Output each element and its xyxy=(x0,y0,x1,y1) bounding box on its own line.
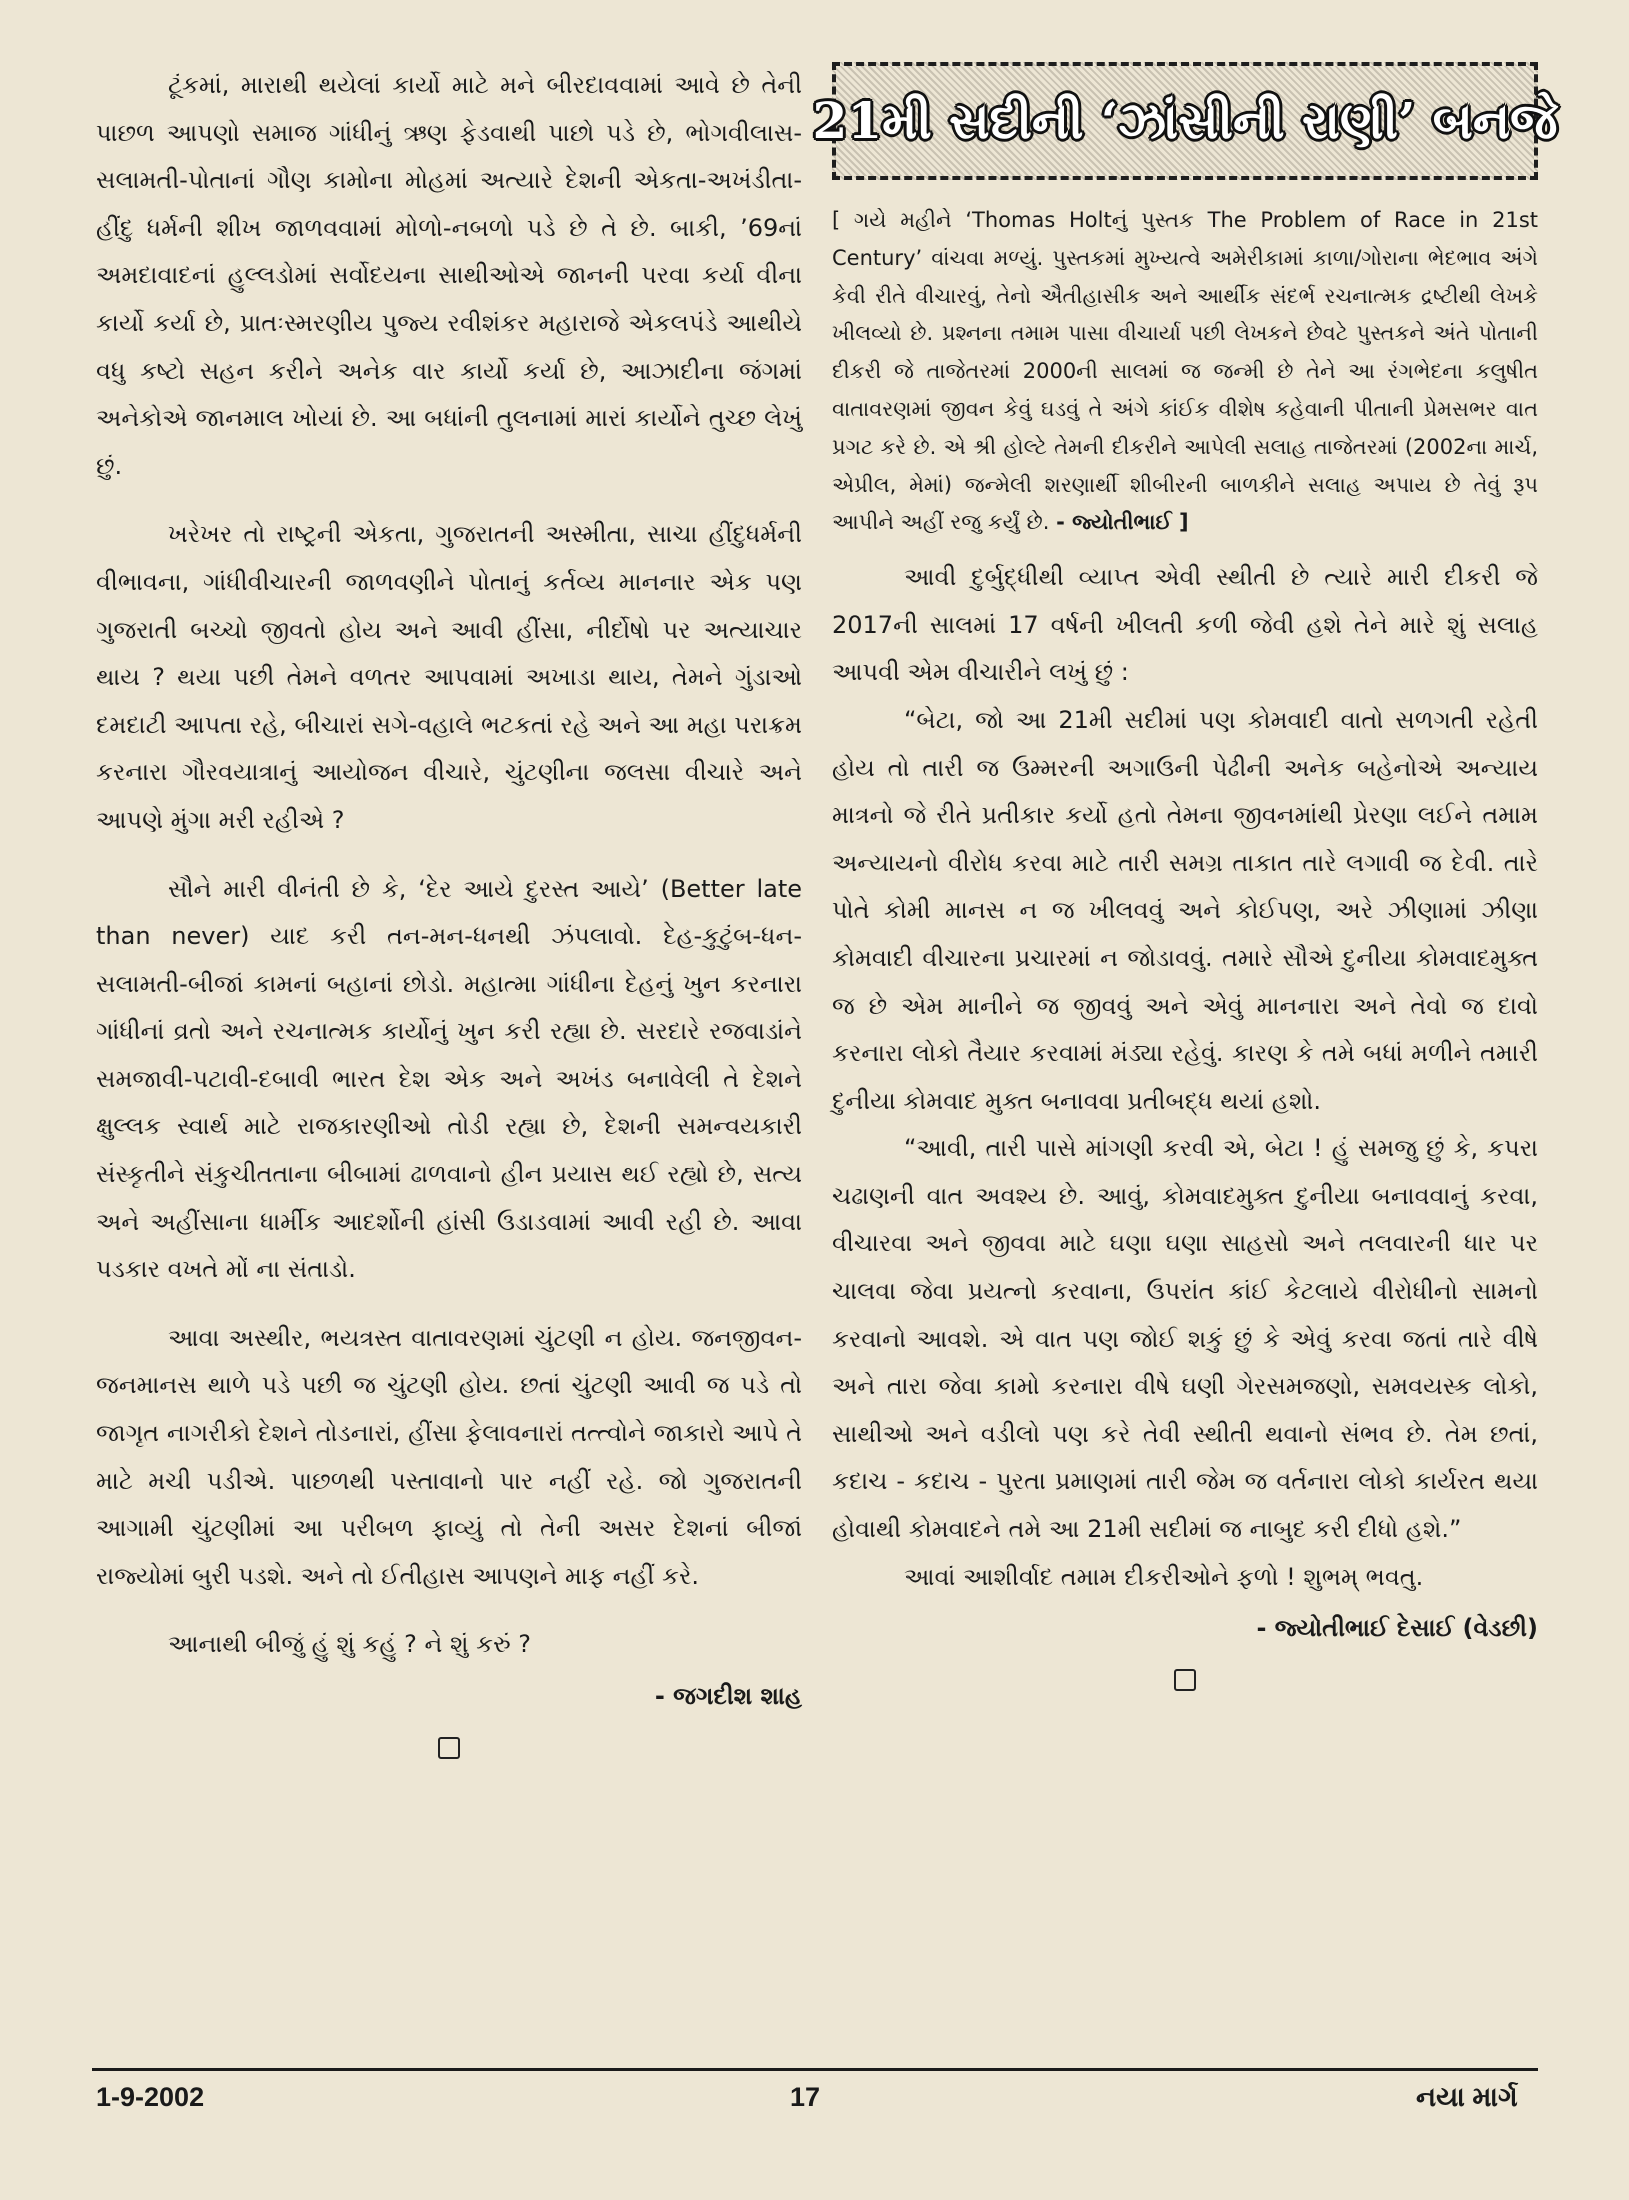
left-paragraph-4: આવા અસ્થીર, ભયત્રસ્ત વાતાવરણમાં ચુંટણી ન હોય. જનજીવન-જનમાનસ થાળે પડે પછી જ ચુંટણી હોય. છતાં ચુંટણી આવી જ પડે તો જાગૃત નાગરીકો દેશને તોડનારાં, હીંસા ફેલાવનારાં તત્ત્વોને જાકારો આપે તે માટે મચી પડીએ. પાછળથી પસ્તાવાનો પાર નહીં રહે. જો ગુજરાતની આગામી ચુંટણીમાં આ પરીબળ ફાવ્યું તો તેની અસર દેશનાં બીજાં રાજ્યોમાં બુરી પડશે. અને તો ઈતીહાસ આપણને માફ નહીં કરે. xyxy=(96,1323,802,1590)
article-title-box xyxy=(812,62,1558,180)
footer-date: 1-9-2002 xyxy=(96,2082,205,2112)
editor-intro-text: [ ગયે મહીને ‘Thomas Holtનું પુસ્તક The Problem of Race in 21st Century’ વાંચવા મળ્યું. પુસ્તકમાં મુખ્યત્વે અમેરીકામાં કાળા/ગોરાના ભેદભાવ અંગે કેવી રીતે વીચારવું, તેનો ઐતીહાસીક અને આર્થીક સંદર્ભ રચનાત્મક દ્રષ્ટીથી લેખકે ખીલવ્યો છે. પ્રશ્નના તમામ પાસા વીચાર્યા પછી લેખકને છેવટે પુસ્તકને અંતે પોતાની દીકરી જે તાજેતરમાં 2000ની સાલમાં જ જન્મી છે તેને આ રંગભેદના કલુષીત વાતાવરણમાં જીવન કેવું ઘડવું તે અંગે કાંઈક વીશેષ કહેવાની પીતાની પ્રેમસભર વાત પ્રગટ કરે છે. એ શ્રી હોલ્ટે તેમની દીકરીને આપેલી સલાહ તાજેતરમાં (2002ના માર્ચ, એપ્રીલ, મેમાં) જન્મેલી શરણાર્થી શીબીરની બાળકીને સલાહ અપાય છે તેવું રૂપ આપીને અહીં રજુ કર્યું છે. xyxy=(832,208,1538,535)
right-author: - જ્યોતીભાઈ દેસાઈ (વેડછી) xyxy=(1256,1614,1538,1643)
left-paragraph-3: સૌને મારી વીનંતી છે કે, ‘દેર આયે દુરસ્ત આયે’ (Better late than never) યાદ કરી તન-મન-ધનથી ઝંપલાવો. દેહ-કુટુંબ-ધન-સલામતી-બીજાં કામનાં બહાનાં છોડો. મહાત્મા ગાંધીના દેહનું ખુન કરનારા ગાંધીનાં વ્રતો અને રચનાત્મક કાર્યોનું ખુન કરી રહ્યા છે. સરદારે રજવાડાંને સમજાવી-પટાવી-દબાવી ભારત દેશ એક અને અખંડ બનાવેલી તે દેશને ક્ષુલ્લક સ્વાર્થ માટે રાજકારણીઓ તોડી રહ્યા છે, દેશની સમન્વયકારી સંસ્કૃતીને સંકુચીતતાના બીબામાં ઢાળવાનો હીન પ્રયાસ થઈ રહ્યો છે, સત્ય અને અહીંસાના ધાર્મીક આદર્શોની હાંસી ઉડાડવામાં આવી રહી છે. આવા પડકાર વખતે મોં ના સંતાડો. xyxy=(96,874,802,1284)
right-column xyxy=(812,62,1558,1691)
right-paragraph-3: “આવી, તારી પાસે માંગણી કરવી એ, બેટા ! હું સમજુ છું કે, કપરા ચઢાણની વાત અવશ્ય છે. આવું, કોમવાદમુક્ત દુનીયા બનાવવાનું કરવા, વીચારવા અને જીવવા માટે ઘણા ઘણા સાહસો અને તલવારની ધાર પર ચાલવા જેવા પ્રયત્નો કરવાના, ઉપરાંત કાંઈ કેટલાયે વીરોધીનો સામનો કરવાનો આવશે. એ વાત પણ જોઈ શકું છું કે એવું કરવા જતાં તારે વીષે અને તારા જેવા કામો કરનારા વીષે ઘણી ગેરસમજણો, સમવયસ્ક લોકો, સાથીઓ અને વડીલો પણ કરે તેવી સ્થીતી થવાનો સંભવ છે. તેમ છતાં, કદાચ - કદાચ - પુરતા પ્રમાણમાં તારી જેમ જ વર્તનારા લોકો કાર્યરત થયા હોવાથી કોમવાદને તમે આ 21મી સદીમાં જ નાબુદ કરી દીધો હશે.” xyxy=(832,1134,1538,1544)
editor-intro-author: - જ્યોતીભાઈ ] xyxy=(1056,510,1189,535)
end-mark-icon xyxy=(1174,1669,1196,1691)
article-title: 21મી સદીની ‘ઝાંસીની રાણી’ બનજે xyxy=(812,91,1558,150)
page-number: 17 xyxy=(790,2082,821,2112)
left-paragraph-1: ટૂંકમાં, મારાથી થયેલાં કાર્યો માટે મને બીરદાવવામાં આવે છે તેની પાછળ આપણો સમાજ ગાંધીનું ઋણ ફેડવાથી પાછો પડે છે, ભોગવીલાસ-સલામતી-પોતાનાં ગૌણ કામોના મોહમાં અત્યારે દેશની એકતા-અખંડીતા-હીંદુ ધર્મની શીખ જાળવવામાં મોળો-નબળો પડે છે તે છે. બાકી, ’69નાં અમદાવાદનાં હુલ્લડોમાં સર્વોદયના સાથીઓએ જાનની પરવા કર્યા વીના કાર્યો કર્યા છે, પ્રાતઃસ્મરણીય પુજ્ય રવીશંકર મહારાજે એકલપંડે આથીયે વધુ કષ્ટો સહન કરીને અનેક વાર કાર્યો કર્યા છે, આઝાદીના જંગમાં અનેકોએ જાનમાલ ખોયાં છે. આ બધાંની તુલનામાં મારાં કાર્યોને તુચ્છ લેખું છું. xyxy=(96,71,802,480)
left-column xyxy=(96,62,802,1759)
right-paragraph-4: આવાં આશીર્વાદ તમામ દીકરીઓને ફળો ! શુભમ્ ભવતુ. xyxy=(904,1562,1424,1591)
left-author: - જગદીશ શાહ xyxy=(654,1682,802,1710)
editor-intro xyxy=(832,202,1538,542)
left-closing-line: આનાથી બીજું હું શું કહું ? ને શું કરું ? xyxy=(168,1630,532,1659)
left-paragraph-2: ખરેખર તો રાષ્ટ્રની એકતા, ગુજરાતની અસ્મીતા, સાચા હીંદુધર્મની વીભાવના, ગાંધીવીચારની જાળવણીને પોતાનું કર્તવ્ય માનનાર એક પણ ગુજરાતી બચ્ચો જીવતો હોય અને આવી હીંસા, નીર્દોષો પર અત્યાચાર થાય ? થયા પછી તેમને વળતર આપવામાં અખાડા થાય, તેમને ગુંડાઓ દમદાટી આપતા રહે, બીચારાં સગે-વહાલે ભટકતાં રહે અને આ મહા પરાક્રમ કરનારા ગૌરવયાત્રાનું આયોજન વીચારે, ચુંટણીના જલસા વીચારે અને આપણે મુંગા મરી રહીએ ? xyxy=(96,520,802,834)
end-mark-icon xyxy=(438,1737,460,1759)
right-paragraph-1: આવી દુર્બુદ્ધીથી વ્યાપ્ત એવી સ્થીતી છે ત્યારે મારી દીકરી જે 2017ની સાલમાં 17 વર્ષની ખીલતી કળી જેવી હશે તેને મારે શું સલાહ આપવી એમ વીચારીને લખું છું : xyxy=(832,563,1538,687)
footer-divider xyxy=(92,2068,1538,2071)
right-paragraph-2: “બેટા, જો આ 21મી સદીમાં પણ કોમવાદી વાતો સળગતી રહેતી હોય તો તારી જ ઉમ્મરની અગાઉની પેઢીની અનેક બહેનોએ અન્યાય માત્રનો જે રીતે પ્રતીકાર કર્યો હતો તેમના જીવનમાંથી પ્રેરણા લઈને તમામ અન્યાયનો વીરોધ કરવા માટે તારી સમગ્ર તાકાત તારે લગાવી જ દેવી. તારે પોતે કોમી માનસ ન જ ખીલવવું અને કોઈપણ, અરે ઝીણામાં ઝીણા કોમવાદી વીચારના પ્રચારમાં ન જોડાવવું. તમારે સૌએ દુનીયા કોમવાદમુક્ત જ છે એમ માનીને જ જીવવું અને એવું માનનારા અને તેવો જ દાવો કરનારા લોકો તૈયાર કરવામાં મંડ્યા રહેવું. કારણ કે તમે બધાં મળીને તમારી દુનીયા કોમવાદ મુક્ત બનાવવા પ્રતીબદ્ધ થયાં હશો. xyxy=(832,705,1538,1115)
magazine-name: નયા માર્ગ xyxy=(1416,2082,1518,2112)
